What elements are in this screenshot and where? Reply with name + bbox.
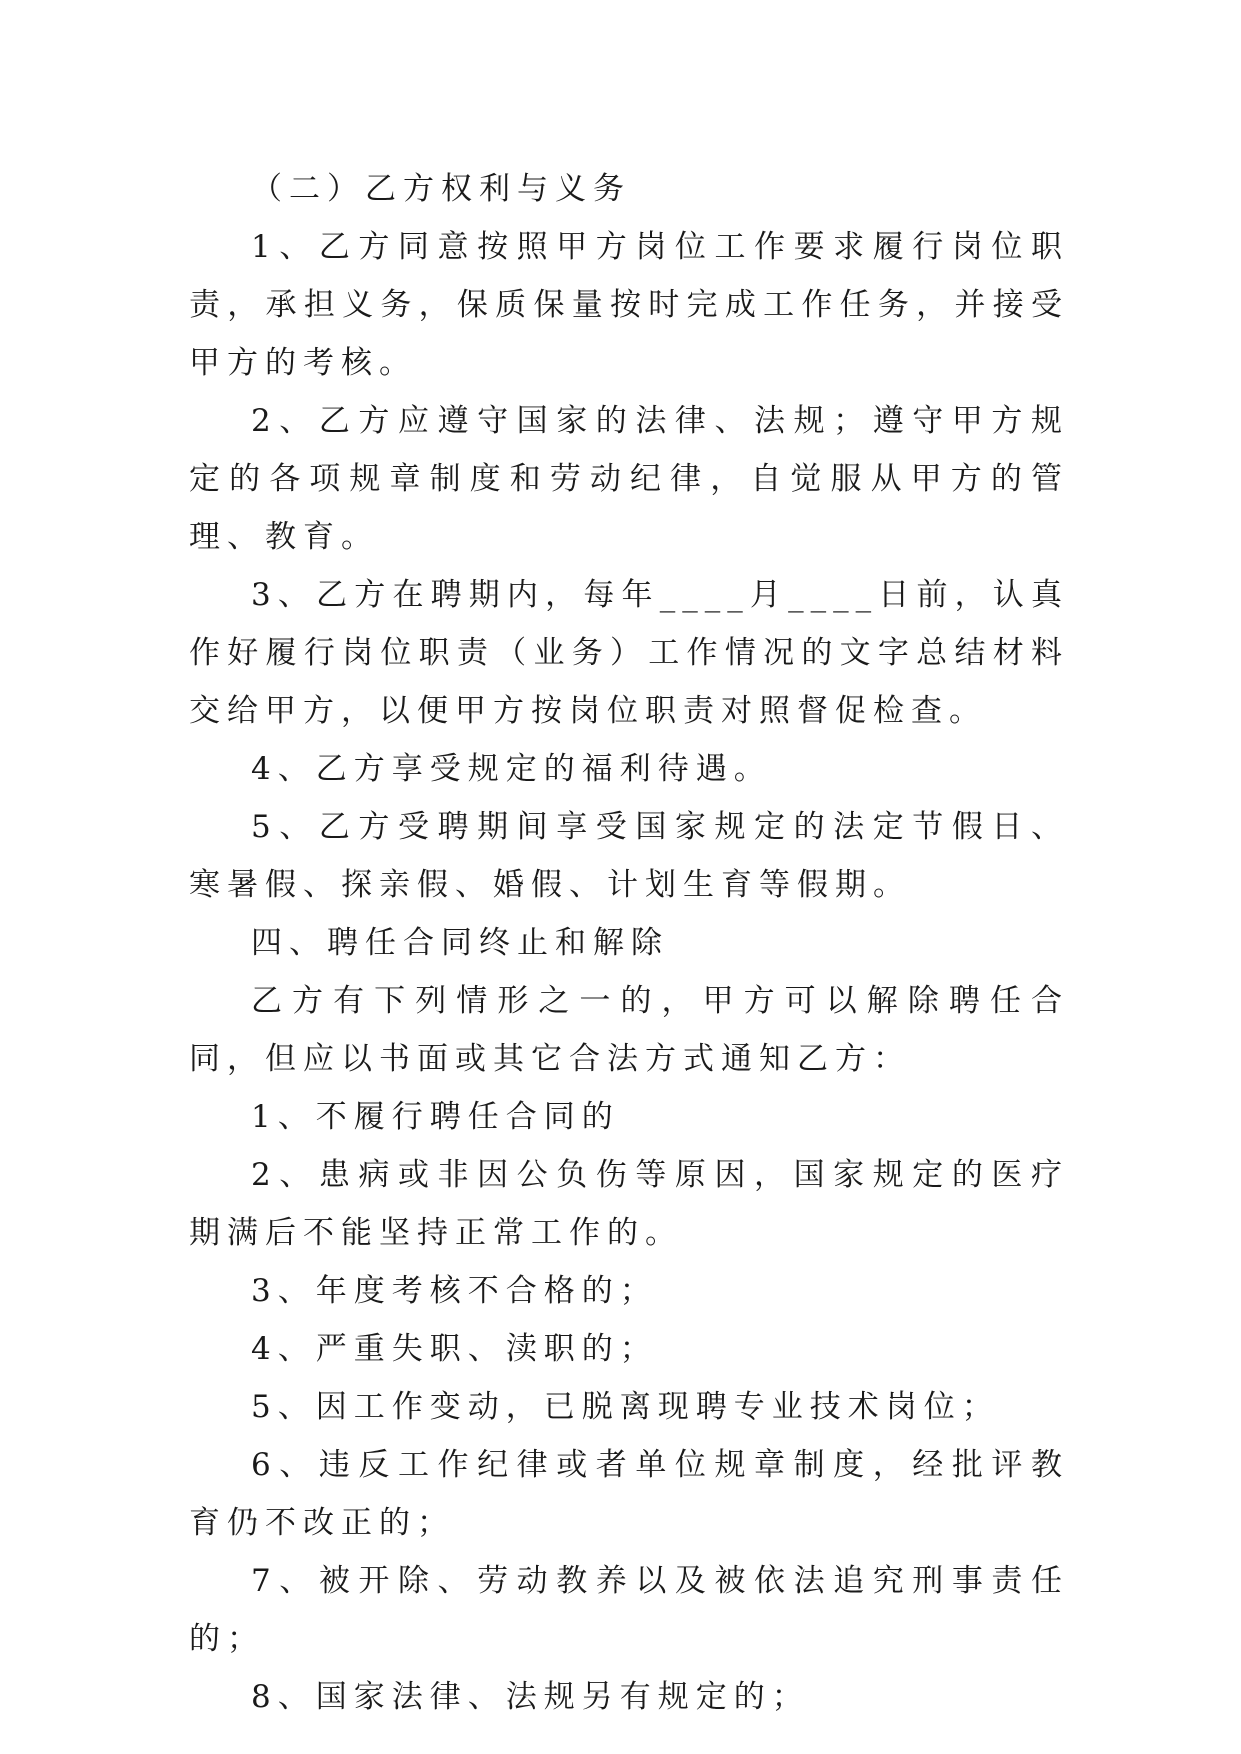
paragraph-termination-1: 1、不履行聘任合同的 bbox=[251, 1099, 620, 1135]
document-body bbox=[189, 160, 1069, 1726]
paragraph-duty-2: 2、乙方应遵守国家的法律、法规；遵守甲方规定的各项规章制度和劳动纪律，自觉服从甲方的管理、教育。 bbox=[189, 403, 1069, 555]
paragraph-termination-3: 3、年度考核不合格的； bbox=[251, 1273, 658, 1309]
paragraph-duty-1: 1、乙方同意按照甲方岗位工作要求履行岗位职责，承担义务，保质保量按时完成工作任务，并接受甲方的考核。 bbox=[189, 229, 1069, 381]
paragraph-termination-7: 7、被开除、劳动教养以及被依法追究刑事责任的； bbox=[189, 1563, 1069, 1657]
paragraph-termination-intro: 乙方有下列情形之一的，甲方可以解除聘任合同，但应以书面或其它合法方式通知乙方： bbox=[189, 983, 1069, 1077]
paragraph-duty-3: 3、乙方在聘期内，每年____月____日前，认真作好履行岗位职责（业务）工作情况的文字总结材料交给甲方，以便甲方按岗位职责对照督促检查。 bbox=[189, 577, 1069, 729]
section-heading-party-b-rights: （二）乙方权利与义务 bbox=[251, 171, 631, 207]
paragraph-termination-5: 5、因工作变动，已脱离现聘专业技术岗位； bbox=[251, 1389, 1000, 1425]
paragraph-termination-2: 2、患病或非因公负伤等原因，国家规定的医疗期满后不能坚持正常工作的。 bbox=[189, 1157, 1069, 1251]
paragraph-termination-6: 6、违反工作纪律或者单位规章制度，经批评教育仍不改正的； bbox=[189, 1447, 1069, 1541]
paragraph-duty-5: 5、乙方受聘期间享受国家规定的法定节假日、寒暑假、探亲假、婚假、计划生育等假期。 bbox=[189, 809, 1069, 903]
paragraph-duty-4: 4、乙方享受规定的福利待遇。 bbox=[251, 751, 772, 787]
paragraph-termination-8: 8、国家法律、法规另有规定的； bbox=[251, 1679, 810, 1715]
section-heading-termination: 四、聘任合同终止和解除 bbox=[251, 925, 669, 961]
paragraph-termination-4: 4、严重失职、渎职的； bbox=[251, 1331, 658, 1367]
